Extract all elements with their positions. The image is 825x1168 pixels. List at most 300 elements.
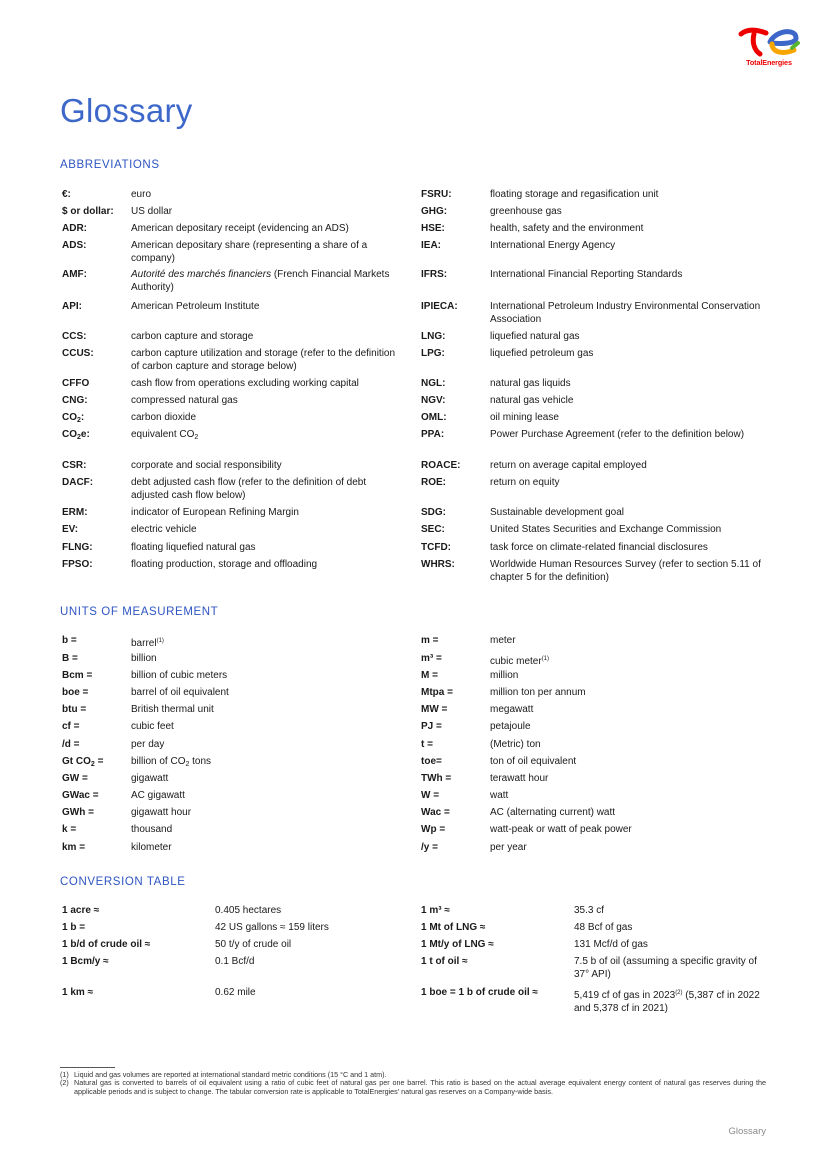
definition-text: kilometer [131, 842, 172, 853]
term-text: 1 m³ ≈ [421, 905, 450, 916]
term-text: btu = [62, 704, 87, 715]
term [62, 412, 131, 428]
term [421, 378, 490, 391]
term-text: B = [62, 653, 78, 664]
abbreviations-row [62, 331, 406, 344]
term-text: km = [62, 842, 86, 853]
term-subscript: 2 [77, 434, 81, 441]
term-text: ADS: [62, 240, 87, 251]
definition [490, 240, 765, 253]
definition [131, 559, 406, 572]
term-text: IFRS: [421, 269, 448, 280]
term-text: ROE: [421, 477, 446, 488]
units-row [62, 739, 406, 752]
definition [131, 378, 406, 391]
definition-text: liquefied petroleum gas [490, 348, 594, 359]
abbreviations-row [421, 429, 765, 442]
definition-text: Sustainable development goal [490, 507, 624, 518]
term-text: = [94, 756, 104, 767]
definition-text: AC gigawatt [131, 790, 185, 801]
definition [131, 807, 406, 820]
units-row [421, 807, 765, 820]
definition [131, 704, 406, 717]
definition [131, 773, 406, 786]
term-text: CO [62, 429, 77, 440]
term-text: TCFD: [421, 542, 451, 553]
term [421, 739, 490, 752]
abbreviations-row [62, 223, 406, 236]
term [62, 721, 131, 734]
definition-text: American depositary share (representing a share of a company) [131, 240, 368, 264]
term-text: IPIECA: [421, 301, 458, 312]
definition [131, 429, 406, 445]
term [421, 542, 490, 555]
definition-text: natural gas liquids [490, 378, 571, 389]
definition [490, 807, 765, 820]
definition [490, 348, 765, 361]
abbreviations-row [421, 348, 765, 361]
definition-text: billion of CO [131, 756, 186, 767]
definition [490, 189, 765, 202]
definition-text: compressed natural gas [131, 395, 238, 406]
term-text: GW = [62, 773, 88, 784]
units-row [421, 773, 765, 786]
footnote-number: (2) [60, 1078, 69, 1088]
definition [490, 524, 765, 537]
definition [131, 756, 406, 772]
abbreviations-row [421, 524, 765, 537]
definition-text: International Energy Agency [490, 240, 616, 251]
definition-text: greenhouse gas [490, 206, 562, 217]
definition-text: carbon dioxide [131, 412, 197, 423]
term-text: LNG: [421, 331, 446, 342]
units-row [421, 842, 765, 855]
definition-text: (French Financial Markets Authority) [131, 269, 390, 293]
units-row [421, 670, 765, 683]
term-subscript: 2 [77, 417, 81, 424]
definition [131, 206, 406, 219]
abbreviations-row [421, 542, 765, 555]
term-text: IEA: [421, 240, 441, 251]
definition-text: carbon capture and storage [131, 331, 254, 342]
definition [490, 739, 765, 752]
term-text: DACF: [62, 477, 94, 488]
abbreviations-row [62, 378, 406, 391]
definition-italic-text: Autorité des marchés financiers [131, 269, 272, 280]
term-text: 1 Mt of LNG ≈ [421, 922, 486, 933]
footnote-reference: (2) [675, 990, 683, 996]
conversion-row [62, 987, 406, 1000]
definition-text: gigawatt [131, 773, 169, 784]
definition-text: cubic feet [131, 721, 174, 732]
units-row [62, 790, 406, 803]
term-text: cf = [62, 721, 80, 732]
definition-text: 48 Bcf of gas [574, 922, 633, 933]
definition [215, 956, 406, 969]
definition-text: carbon capture utilization and storage (refer to the definition of carbon capture and storage below) [131, 348, 396, 372]
definition [490, 704, 765, 717]
term [421, 670, 490, 683]
abbreviations-row [62, 559, 406, 572]
term-text: k = [62, 824, 77, 835]
term-text: GHG: [421, 206, 448, 217]
page-title: Glossary [60, 92, 193, 129]
definition [131, 790, 406, 803]
conversion-row [421, 939, 765, 952]
term-text: W = [421, 790, 440, 801]
term [62, 756, 131, 772]
units-row [62, 721, 406, 734]
term [421, 756, 490, 769]
abbreviations-row [421, 378, 765, 391]
term [62, 269, 131, 294]
definition [131, 189, 406, 202]
term-text: HSE: [421, 223, 445, 234]
footnote-reference: (1) [541, 656, 550, 662]
term-text: TWh = [421, 773, 452, 784]
definition-text: US dollar [131, 206, 173, 217]
abbreviations-row [421, 269, 765, 282]
definition [131, 687, 406, 700]
term-text: WHRS: [421, 559, 455, 570]
term [421, 477, 490, 490]
term [421, 790, 490, 803]
term-text: EV: [62, 524, 79, 535]
definition-text: watt [490, 790, 509, 801]
definition-text: task force on climate-related financial disclosures [490, 542, 708, 553]
term-text: b = [62, 635, 77, 646]
definition [131, 477, 406, 502]
term-text: boe = [62, 687, 89, 698]
abbreviations-row [421, 559, 765, 584]
term-text: 1 boe = 1 b of crude oil ≈ [421, 987, 538, 998]
units-row [421, 687, 765, 700]
abbreviations-row [62, 524, 406, 537]
term [62, 824, 131, 837]
abbreviations-row [62, 269, 406, 294]
term-text: NGL: [421, 378, 446, 389]
abbreviations-row [421, 223, 765, 236]
abbreviations-row [62, 348, 406, 373]
definition [490, 331, 765, 344]
definition-text: Worldwide Human Resources Survey (refer to section 5.11 of chapter 5 for the definition) [490, 559, 761, 583]
definition [490, 635, 765, 648]
units-row [62, 670, 406, 683]
term-text: PJ = [421, 721, 442, 732]
definition [131, 507, 406, 520]
abbreviations-row [421, 189, 765, 202]
term [62, 807, 131, 820]
term-text: 1 Bcm/y ≈ [62, 956, 109, 967]
term [421, 269, 490, 282]
term-text: m = [421, 635, 439, 646]
term [62, 240, 131, 265]
term-text: CNG: [62, 395, 88, 406]
term [62, 542, 131, 555]
definition [490, 223, 765, 236]
term [62, 331, 131, 344]
definition [490, 721, 765, 734]
term [62, 301, 131, 314]
term [62, 704, 131, 717]
abbreviations-row [62, 477, 406, 502]
definition-text: American Petroleum Institute [131, 301, 260, 312]
definition-text: per year [490, 842, 527, 853]
term-text: /y = [421, 842, 438, 853]
definition-text: British thermal unit [131, 704, 214, 715]
term-text: 1 b/d of crude oil ≈ [62, 939, 151, 950]
term-text: LPG: [421, 348, 445, 359]
definition [490, 559, 765, 584]
definition [574, 922, 765, 935]
abbreviations-row [421, 507, 765, 520]
units-row [421, 756, 765, 769]
definition-text: petajoule [490, 721, 531, 732]
term [62, 687, 131, 700]
definition [131, 395, 406, 408]
term [62, 378, 131, 391]
abbreviations-row [62, 301, 406, 314]
term-text: ADR: [62, 223, 87, 234]
term [62, 348, 131, 373]
units-row [421, 653, 765, 669]
term [421, 939, 574, 952]
term [421, 524, 490, 537]
definition-text: billion [131, 653, 157, 664]
units-row [62, 635, 406, 651]
term [62, 206, 131, 219]
definition-text: floating liquefied natural gas [131, 542, 256, 553]
term [62, 507, 131, 520]
term [421, 653, 490, 669]
term-text: NGV: [421, 395, 446, 406]
term [421, 189, 490, 202]
term [421, 206, 490, 219]
units-row [421, 790, 765, 803]
definition-text: oil mining lease [490, 412, 559, 423]
definition [131, 331, 406, 344]
definition [490, 670, 765, 683]
definition-text: million [490, 670, 519, 681]
term [421, 773, 490, 786]
definition [490, 824, 765, 837]
definition [490, 301, 765, 326]
term-text: ERM: [62, 507, 88, 518]
abbreviations-row [421, 395, 765, 408]
term [62, 739, 131, 752]
definition [131, 721, 406, 734]
term-text: 1 acre ≈ [62, 905, 100, 916]
term [62, 956, 215, 969]
definition-text: cubic meter [490, 656, 542, 667]
term-text: CCUS: [62, 348, 94, 359]
term [62, 939, 215, 952]
term-text: CCS: [62, 331, 87, 342]
definition-subscript: 2 [185, 761, 190, 768]
conversion-row [421, 922, 765, 935]
term [421, 429, 490, 442]
definition [490, 773, 765, 786]
units-row [62, 704, 406, 717]
term-text: 1 b = [62, 922, 86, 933]
definition [490, 429, 765, 442]
definition [131, 524, 406, 537]
term-text: $ or dollar: [62, 206, 114, 217]
term-subscript: 2 [90, 761, 95, 768]
definition-text: equivalent CO [131, 429, 195, 440]
definition [490, 842, 765, 855]
term [421, 987, 574, 1015]
conversion-title: CONVERSION TABLE [60, 876, 186, 888]
definition-subscript: 2 [194, 434, 199, 441]
definition-text: 0.405 hectares [215, 905, 282, 916]
term [62, 922, 215, 935]
definition-text: International Financial Reporting Standards [490, 269, 683, 280]
definition-text: (5,387 cf in 2022 and 5,378 cf in 2021) [574, 990, 760, 1014]
term [421, 824, 490, 837]
abbreviations-row [421, 331, 765, 344]
footnote-divider [60, 1067, 115, 1068]
units-row [421, 824, 765, 837]
definition [131, 739, 406, 752]
conversion-row [421, 987, 765, 1015]
abbreviations-row [62, 395, 406, 408]
abbreviations-row [421, 240, 765, 253]
conversion-row [421, 956, 765, 981]
abbreviations-row [62, 429, 406, 445]
term [62, 460, 131, 473]
definition-text: per day [131, 739, 165, 750]
term-text: t = [421, 739, 433, 750]
definition-text: corporate and social responsibility [131, 460, 282, 471]
term-text: MW = [421, 704, 448, 715]
term-text: FSRU: [421, 189, 452, 200]
units-row [62, 842, 406, 855]
definition [131, 653, 406, 666]
definition [490, 653, 765, 669]
abbreviations-row [421, 206, 765, 219]
term [62, 189, 131, 202]
term-text: Mtpa = [421, 687, 453, 698]
term-text: 1 t of oil ≈ [421, 956, 468, 967]
term [421, 331, 490, 344]
term-text: GWh = [62, 807, 94, 818]
term-text: 1 km ≈ [62, 987, 94, 998]
abbreviations-row [62, 240, 406, 265]
definition-text: tons [189, 756, 212, 767]
definition [490, 206, 765, 219]
definition [574, 905, 765, 918]
abbreviations-row [421, 460, 765, 473]
units-row [62, 824, 406, 837]
term-text: m³ = [421, 653, 442, 664]
definition-text: return on average capital employed [490, 460, 647, 471]
definition-text: meter [490, 635, 516, 646]
term-text: /d = [62, 739, 80, 750]
term-text: CO [62, 412, 77, 423]
term [62, 773, 131, 786]
definition [131, 348, 406, 373]
abbreviations-row [421, 301, 765, 326]
term [421, 240, 490, 253]
definition-text: gigawatt hour [131, 807, 192, 818]
term-text: : [80, 412, 85, 423]
definition [490, 790, 765, 803]
units-row [421, 704, 765, 717]
definition [490, 395, 765, 408]
page-footer-label: Glossary [728, 1126, 766, 1137]
term-text: FLNG: [62, 542, 93, 553]
definition [131, 635, 406, 651]
term [62, 670, 131, 683]
definition [215, 922, 406, 935]
footnote-number: (1) [60, 1070, 69, 1079]
definition-text: watt-peak or watt of peak power [490, 824, 632, 835]
term-text: GWac = [62, 790, 99, 801]
term [62, 429, 131, 445]
definition [490, 687, 765, 700]
definition-text: million ton per annum [490, 687, 586, 698]
footnotes [60, 1071, 766, 1096]
conversion-row [62, 956, 406, 969]
definition [131, 240, 406, 265]
term [421, 348, 490, 361]
term [421, 460, 490, 473]
term [421, 507, 490, 520]
definition-text: billion of cubic meters [131, 670, 228, 681]
term [62, 987, 215, 1000]
term [421, 559, 490, 584]
term-text: OML: [421, 412, 447, 423]
definition-text: cash flow from operations excluding working capital [131, 378, 359, 389]
definition-text: barrel of oil equivalent [131, 687, 229, 698]
units-row [62, 756, 406, 772]
definition [490, 542, 765, 555]
definition-text: 5,419 cf of gas in 2023 [574, 990, 676, 1001]
term-text: API: [62, 301, 82, 312]
footnote-reference: (1) [156, 638, 164, 644]
footnote-text: Natural gas is converted to barrels of oil equivalent using a ratio of cubic feet of natural gas per one barrel. This ratio is based on the actual average equivalent energy content of natural gas reserves during the applicable periods and is subject to change. The tabular conversion rate is applicable to TotalEnergies' natural gas reserves on a Company-wide basis. [74, 1078, 766, 1096]
conversion-row [62, 922, 406, 935]
definition [215, 905, 406, 918]
definition-text: liquefied natural gas [490, 331, 580, 342]
definition [131, 223, 406, 236]
units-row [62, 807, 406, 820]
term [421, 301, 490, 326]
definition-text: International Petroleum Industry Environmental Conservation Association [490, 301, 761, 325]
definition [131, 269, 406, 294]
term [421, 721, 490, 734]
definition-text: indicator of European Refining Margin [131, 507, 299, 518]
definition [490, 412, 765, 425]
abbreviations-row [62, 206, 406, 219]
definition-text: American depositary receipt (evidencing an ADS) [131, 223, 349, 234]
term-text: Bcm = [62, 670, 93, 681]
units-row [62, 687, 406, 700]
term [421, 922, 574, 935]
term [62, 790, 131, 803]
definition [131, 301, 406, 314]
term [421, 223, 490, 236]
definition [490, 507, 765, 520]
abbreviations-row [62, 189, 406, 202]
term-text: 1 Mt/y of LNG ≈ [421, 939, 494, 950]
term-text: SEC: [421, 524, 445, 535]
definition [490, 477, 765, 490]
term [62, 559, 131, 572]
term-text: toe= [421, 756, 442, 767]
definition-text: electric vehicle [131, 524, 197, 535]
